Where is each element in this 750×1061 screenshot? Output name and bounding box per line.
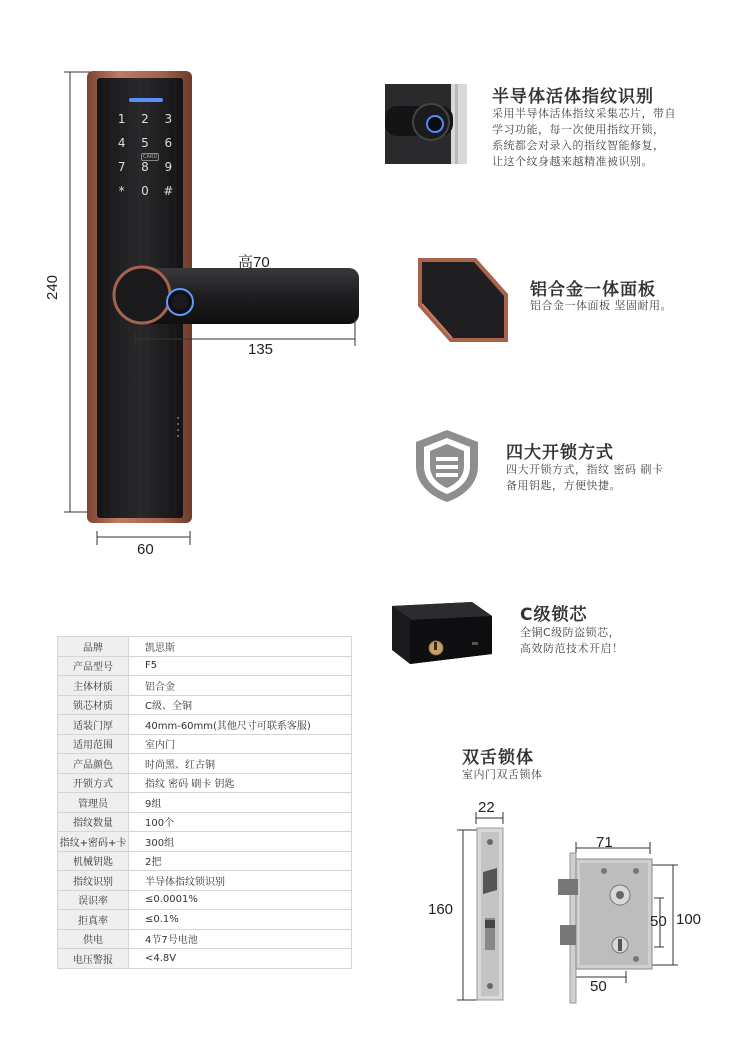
key-4[interactable]: 4 (117, 136, 126, 150)
key-0[interactable]: 0 (141, 184, 149, 198)
spec-key: 锁芯材质 (58, 695, 129, 715)
spec-key: 供电 (58, 929, 129, 949)
spec-key: 主体材质 (58, 676, 129, 696)
keypad (110, 112, 180, 212)
desc-line: 让这个纹身越来越精准被识别。 (492, 155, 653, 168)
handle-length-label: 135 (248, 341, 274, 358)
feature-title-unlock: 四大开锁方式 (506, 443, 614, 463)
spec-row (58, 871, 352, 891)
spec-row (58, 695, 352, 715)
spec-row (58, 851, 352, 871)
status-light-icon (129, 98, 163, 102)
feature-desc-unlock (506, 462, 716, 494)
feature-cylinder-image (388, 602, 494, 666)
spec-key: 拒真率 (58, 910, 129, 930)
key-3[interactable]: 3 (164, 112, 173, 126)
spec-key: 产品型号 (58, 656, 129, 676)
spec-value: <4.8V (129, 949, 352, 969)
key-6[interactable]: 6 (164, 136, 173, 150)
spec-row (58, 929, 352, 949)
desc-line: 采用半导体活体指纹采集芯片，带自 (492, 107, 676, 120)
spec-value: 时尚黑、红古铜 (129, 754, 352, 774)
spec-row (58, 773, 352, 793)
mortise-height-label: 100 (676, 911, 702, 928)
key-9[interactable]: 9 (164, 160, 173, 174)
spec-key: 管理员 (58, 793, 129, 813)
spec-row (58, 715, 352, 735)
feature-fingerprint-image (385, 84, 467, 164)
spec-value: F5 (129, 656, 352, 676)
width-dimension-label: 60 (137, 541, 154, 558)
key-1[interactable]: 1 (117, 112, 126, 126)
feature-title-fingerprint: 半导体活体指纹识别 (492, 87, 654, 107)
height-dimension-line (64, 72, 90, 512)
mortise-inner-label: 50 (650, 913, 667, 930)
spec-key: 适装门厚 (58, 715, 129, 735)
spec-value: ≤0.1% (129, 910, 352, 930)
spec-row (58, 832, 352, 852)
desc-line: 学习功能，每一次使用指纹开锁， (492, 123, 665, 136)
desc-line: 高效防范技术开启！ (520, 642, 624, 655)
mortise-width-label: 71 (596, 834, 613, 851)
spec-value: C级、全铜 (129, 695, 352, 715)
spec-value: ≤0.0001% (129, 890, 352, 910)
spec-value: 300组 (129, 832, 352, 852)
key-7[interactable]: 7 (117, 160, 126, 174)
spec-key: 适用范围 (58, 734, 129, 754)
card-reader-label: CARD (143, 154, 158, 160)
handle-height-label: 高70 (238, 254, 270, 271)
handle-rose (114, 267, 170, 323)
key-5[interactable]: 5 (141, 136, 149, 150)
spec-row (58, 793, 352, 813)
height-dimension-label: 240 (44, 274, 61, 300)
feature-title-panel: 铝合金一体面板 (530, 280, 656, 300)
spec-key: 机械钥匙 (58, 851, 129, 871)
spec-key: 开锁方式 (58, 773, 129, 793)
shield-icon (412, 428, 482, 504)
spec-value: 指纹 密码 刷卡 钥匙 (129, 773, 352, 793)
spec-value: 4节7号电池 (129, 929, 352, 949)
spec-key: 指纹+密码+卡 (58, 832, 129, 852)
spec-value: 凯思斯 (129, 637, 352, 657)
spec-value: 40mm-60mm(其他尺寸可联系客服) (129, 715, 352, 735)
spec-row (58, 812, 352, 832)
mortise-faceplate-drawing (455, 810, 515, 1010)
key-2[interactable]: 2 (141, 112, 149, 126)
desc-line: 系统都会对录入的指纹智能修复， (492, 139, 665, 152)
body-height-label: 160 (428, 901, 454, 918)
feature-panel-image (418, 258, 508, 348)
spec-key: 指纹数量 (58, 812, 129, 832)
spec-value: 100个 (129, 812, 352, 832)
spec-key: 误识率 (58, 890, 129, 910)
spec-row (58, 734, 352, 754)
spec-key: 电压警报 (58, 949, 129, 969)
mortise-bottom-label: 50 (590, 978, 607, 995)
spec-row (58, 637, 352, 657)
spec-key: 指纹识别 (58, 871, 129, 891)
spec-value: 铝合金 (129, 676, 352, 696)
desc-line: 铝合金一体面板 坚固耐用。 (530, 299, 672, 312)
desc-line: 备用钥匙，方便快捷。 (506, 479, 621, 492)
spec-table (57, 636, 352, 969)
spec-key: 产品颜色 (58, 754, 129, 774)
feature-title-mortise: 双舌锁体 (462, 748, 534, 768)
spec-row (58, 890, 352, 910)
desc-line: 全铜C级防盗锁芯， (520, 626, 621, 639)
feature-title-cylinder: C级锁芯 (520, 605, 588, 625)
spec-value: 半导体指纹锁识别 (129, 871, 352, 891)
feature-desc-fingerprint (492, 106, 707, 170)
spec-row (58, 676, 352, 696)
key-hash[interactable]: # (163, 184, 174, 198)
spec-row (58, 754, 352, 774)
spec-key: 品牌 (58, 637, 129, 657)
spec-row (58, 910, 352, 930)
key-star[interactable]: * (118, 184, 125, 198)
fingerprint-ring-icon (427, 116, 443, 132)
desc-line: 四大开锁方式，指纹 密码 刷卡 (506, 463, 664, 476)
feature-desc-cylinder (520, 625, 720, 657)
feature-desc-mortise (462, 767, 662, 783)
desc-line: 室内门双舌锁体 (462, 768, 543, 781)
feature-desc-panel (530, 298, 730, 314)
spec-row (58, 656, 352, 676)
spec-value: 9组 (129, 793, 352, 813)
spec-value: 2把 (129, 851, 352, 871)
spec-row (58, 949, 352, 969)
spec-value: 室内门 (129, 734, 352, 754)
body-width-label: 22 (478, 799, 495, 816)
key-8[interactable]: 8 (141, 160, 149, 174)
